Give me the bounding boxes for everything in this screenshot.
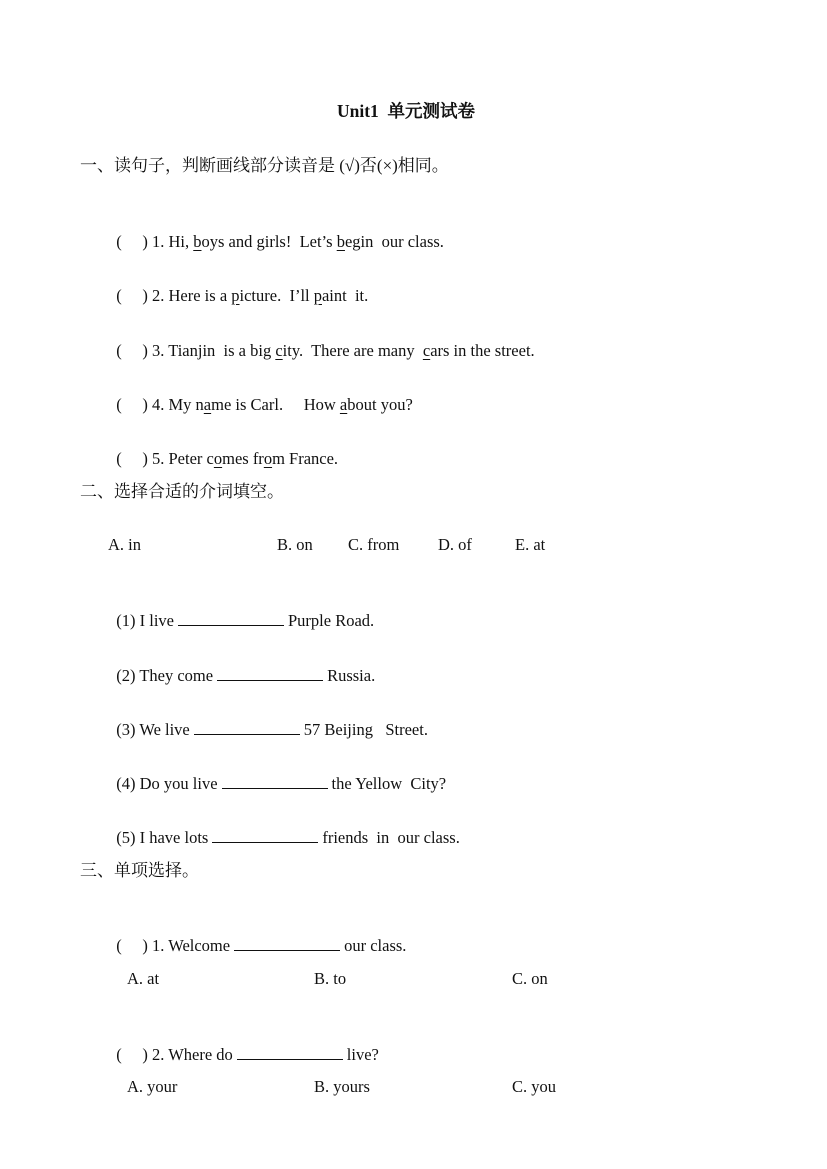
s1-item-3: ( ) 3. Tianjin is a big city. There are many cars in the street. (116, 341, 535, 360)
page-title: Unit1 单元测试卷 (337, 101, 476, 121)
answer-paren[interactable]: ( ) (116, 395, 148, 414)
answer-paren[interactable]: ( ) (116, 232, 148, 251)
s3-q1-option-a[interactable]: A. at (127, 969, 160, 988)
section-3-heading: 三、单项选择。 (80, 861, 199, 880)
fill-blank[interactable] (222, 774, 328, 789)
s2-item-2: (2) They come Russia. (116, 666, 376, 685)
s3-question-1: ( ) 1. Welcome our class. (116, 936, 407, 955)
s2-item-3: (3) We live 57 Beijing Street. (116, 720, 428, 739)
fill-blank[interactable] (178, 611, 284, 626)
s2-item-4: (4) Do you live the Yellow City? (116, 774, 447, 793)
option-b: B. on (277, 535, 313, 554)
s3-q2-option-b[interactable]: B. yours (314, 1077, 370, 1096)
option-e: E. at (515, 535, 546, 554)
fill-blank[interactable] (237, 1045, 343, 1060)
s1-item-2: ( ) 2. Here is a picture. I’ll paint it. (116, 286, 369, 305)
option-c: C. from (348, 535, 400, 554)
s3-q2-option-a[interactable]: A. your (127, 1077, 178, 1096)
section-2-heading: 二、选择合适的介词填空。 (80, 482, 284, 501)
s1-item-5: ( ) 5. Peter comes from France. (116, 449, 339, 468)
answer-paren[interactable]: ( ) (116, 449, 148, 468)
fill-blank[interactable] (234, 936, 340, 951)
fill-blank[interactable] (194, 720, 300, 735)
section-1-heading: 一、读句子，判断画线部分读音是 (√)否(×)相同。 (80, 156, 449, 175)
s3-q1-option-b[interactable]: B. to (314, 969, 347, 988)
option-d: D. of (438, 535, 472, 554)
s1-item-1: ( ) 1. Hi, boys and girls! Let’s begin our class. (116, 232, 444, 251)
option-a: A. in (108, 535, 141, 554)
answer-paren[interactable]: ( ) (116, 286, 148, 305)
answer-paren[interactable]: ( ) (116, 341, 148, 360)
answer-paren[interactable]: ( ) (116, 936, 148, 955)
s3-q2-option-c[interactable]: C. you (512, 1077, 557, 1096)
s1-item-4: ( ) 4. My name is Carl. How about you? (116, 395, 413, 414)
s3-question-2: ( ) 2. Where do live? (116, 1045, 379, 1064)
answer-paren[interactable]: ( ) (116, 1045, 148, 1064)
fill-blank[interactable] (217, 666, 323, 681)
s2-item-5: (5) I have lots friends in our class. (116, 828, 460, 847)
s2-item-1: (1) I live Purple Road. (116, 611, 375, 630)
s3-q1-option-c[interactable]: C. on (512, 969, 548, 988)
fill-blank[interactable] (212, 828, 318, 843)
